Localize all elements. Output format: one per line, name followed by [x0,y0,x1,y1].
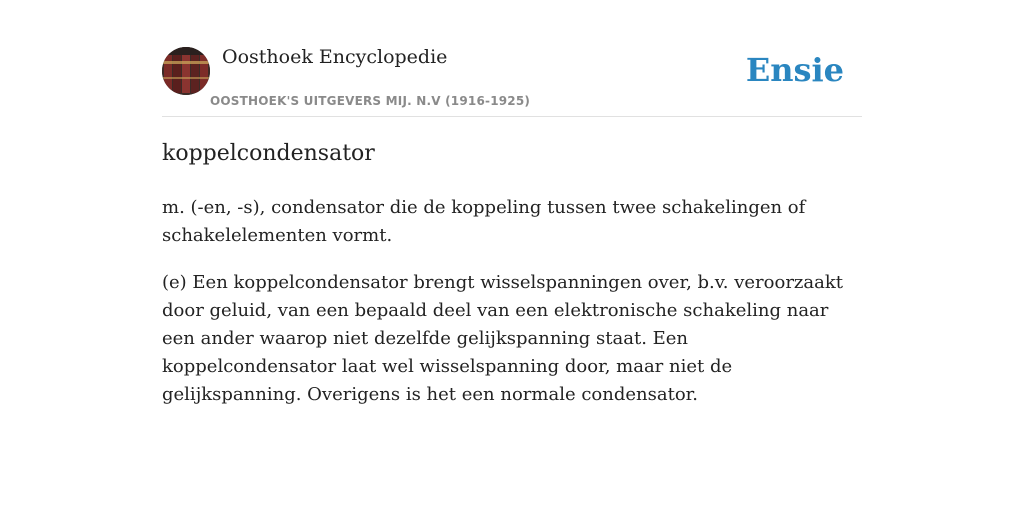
source-publisher: OOSTHOEK'S UITGEVERS MIJ. N.V (1916-1925) [210,94,531,108]
encyclopedia-books-icon[interactable] [162,47,210,95]
article-definition: m. (-en, -s), condensator die de koppeling tussen twee schakelingen of schakelelementen vormt. [162,197,806,246]
article-explanation: (e) Een koppelcondensator brengt wisselspanningen over, b.v. veroorzaakt door geluid, van een bepaald deel van een elektronische schakeling naar een ander waarop niet dezelfde gelijkspanning staat. Een koppelcondensator laat wel wisselspanning door, maar niet de gelijkspanning. Overigens is het een normale condensator. [162,272,844,405]
ensie-logo-link[interactable]: Ensie [745,51,844,89]
article [162,138,862,409]
article-term: koppelcondensator [162,141,375,166]
source-title[interactable]: Oosthoek Encyclopedie [222,46,448,68]
source-header [162,44,862,117]
